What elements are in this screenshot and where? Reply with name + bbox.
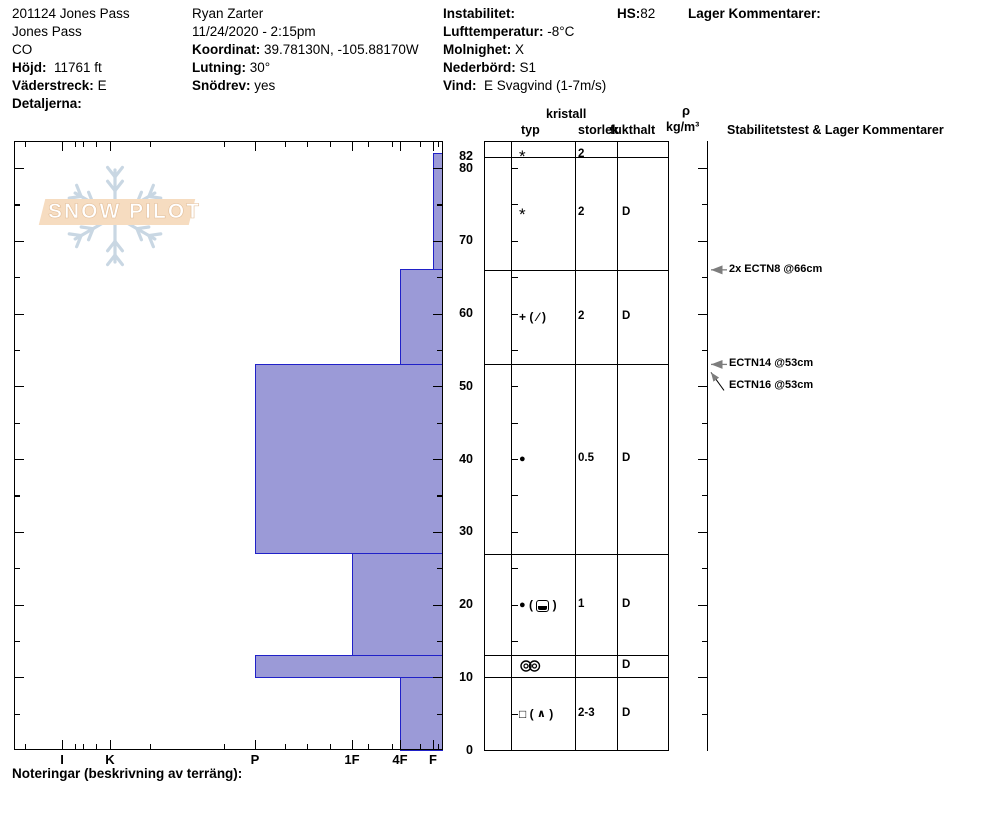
layer-grain-type-FC(DH): [519, 705, 553, 723]
hardness-minor-tick-top: [420, 142, 421, 147]
layer-grain-size: 1: [578, 597, 585, 610]
depth-axis-label-82: 82: [459, 149, 473, 164]
hardness-minor-tick-bottom: [330, 744, 331, 749]
depth-tick-right: [437, 277, 442, 278]
clustered-rounds-symbol: [519, 659, 542, 673]
table-row-line: [484, 141, 668, 142]
grain-symbol-glyph: *: [519, 147, 526, 167]
hardness-minor-tick-bottom: [96, 744, 97, 749]
hardness-tick-bottom-4F: [400, 740, 401, 749]
col-header-density-rho: ρ: [682, 103, 691, 118]
table-depth-dash: [512, 568, 518, 569]
depth-axis-label-10: 10: [459, 669, 473, 684]
layer-grain-type-PP: [519, 204, 526, 225]
header-field-value: 82: [640, 6, 656, 21]
table-vertical-line: [617, 141, 618, 751]
depth-tick-right: [437, 714, 442, 715]
table-depth-dash: [512, 605, 518, 606]
hardness-tick-top-I: [62, 142, 63, 151]
hardness-minor-tick-top: [330, 142, 331, 147]
depth-axis-label-20: 20: [459, 597, 473, 611]
table-vertical-line: [668, 141, 669, 751]
hardness-axis-label-I: I: [60, 752, 64, 767]
hardness-tick-bottom-I: [62, 740, 63, 749]
grain-symbol-punctuation: ): [538, 310, 547, 325]
density-depth-dash: [698, 386, 707, 387]
depth-tick-right: [437, 350, 442, 351]
table-depth-dash: [512, 277, 518, 278]
stability-test-annotation: 2x ECTN8 @66cm: [729, 262, 823, 275]
layer-grain-type-DF: [519, 308, 546, 326]
table-depth-dash: [512, 423, 518, 424]
header-field-value: S1: [515, 60, 537, 75]
layer-grain-type-MFcl: [519, 657, 542, 675]
depth-tick-left: [15, 204, 20, 205]
grain-symbol-punctuation: (: [526, 706, 537, 721]
header-field-label: Lufttemperatur:: [443, 24, 544, 39]
table-depth-dash: [512, 677, 518, 678]
hardness-minor-tick-bottom: [420, 744, 421, 749]
melt-freeze-crust-symbol: [536, 600, 549, 612]
table-depth-dash: [512, 495, 518, 496]
header-field-value: yes: [250, 78, 276, 93]
hardness-minor-tick-top: [368, 142, 369, 147]
grain-symbol-punctuation: ): [545, 706, 554, 721]
hardness-axis-label-P: P: [250, 752, 260, 767]
hardness-minor-tick-top: [96, 142, 97, 147]
table-depth-dash: [512, 314, 518, 315]
table-depth-dash: [512, 386, 518, 387]
header-field-value: Jones Pass: [12, 24, 82, 39]
hardness-axis-label-1F: 1F: [344, 752, 360, 767]
depth-tick-right: [437, 495, 442, 496]
header-field-label: Väderstreck:: [12, 78, 94, 93]
hardness-tick-top-4F: [400, 142, 401, 151]
stability-test-arrows: [707, 141, 994, 750]
hardness-minor-tick-top: [224, 142, 225, 147]
hardness-minor-tick-top: [285, 142, 286, 147]
density-depth-dash: [698, 459, 707, 460]
depth-tick-right: [437, 204, 442, 205]
hardness-minor-tick-top: [75, 142, 76, 147]
density-depth-dash: [698, 168, 707, 169]
table-row-line: [484, 554, 668, 555]
grain-symbol-glyph: +: [519, 310, 527, 325]
grain-symbol-glyph: ∕: [536, 310, 539, 325]
hardness-minor-tick-bottom: [25, 744, 26, 749]
header-field-value: 30°: [245, 60, 271, 75]
hardness-tick-bottom-F: [433, 740, 434, 749]
table-row-line: [484, 655, 668, 656]
layer-moisture: D: [622, 206, 631, 219]
depth-tick-left: [15, 605, 24, 606]
depth-tick-right: [433, 605, 442, 606]
layer-moisture: D: [622, 597, 631, 610]
hardness-minor-tick-bottom: [75, 744, 76, 749]
stability-test-annotation: ECTN16 @53cm: [729, 379, 814, 392]
header-field-label: Nederbörd:: [443, 60, 516, 75]
hardness-minor-tick-bottom: [392, 744, 393, 749]
table-depth-dash: [512, 532, 518, 533]
grain-symbol-glyph: *: [519, 205, 526, 225]
hardness-tick-bottom-P: [255, 740, 256, 749]
table-depth-dash: [512, 241, 518, 242]
notes-label: Noteringar (beskrivning av terräng):: [12, 766, 243, 781]
table-depth-dash: [512, 714, 518, 715]
header-field-label: HS:: [617, 6, 641, 21]
depth-tick-right: [437, 641, 442, 642]
hardness-tick-top-K: [110, 142, 111, 151]
hardness-tick-top-P: [255, 142, 256, 151]
layer-grain-size: 2: [578, 310, 585, 323]
depth-tick-right: [433, 677, 442, 678]
hardness-minor-tick-top: [392, 142, 393, 147]
layer-grain-size: 0.5: [578, 452, 594, 464]
grain-symbol-glyph: ∧: [536, 708, 546, 721]
hardness-minor-tick-top: [150, 142, 151, 147]
header-field-label: Höjd:: [12, 60, 47, 75]
depth-tick-left: [15, 677, 24, 678]
hardness-minor-tick-bottom: [368, 744, 369, 749]
hardness-minor-tick-bottom: [307, 744, 308, 749]
grain-symbol-glyph: ●: [519, 453, 526, 465]
hardness-minor-tick-top: [25, 142, 26, 147]
depth-tick-left: [15, 350, 20, 351]
table-row-line: [484, 364, 668, 365]
snowpilot-logo-text: SNOW PILOT: [48, 200, 201, 223]
hardness-tick-bottom-K: [110, 740, 111, 749]
depth-tick-right: [437, 568, 442, 569]
layer-moisture: D: [622, 706, 631, 719]
depth-tick-right: [433, 386, 442, 387]
table-row-line: [484, 270, 668, 271]
depth-tick-left: [15, 168, 24, 169]
depth-tick-right: [433, 241, 442, 242]
depth-tick-left: [15, 714, 20, 715]
grain-symbol-punctuation: (: [525, 597, 537, 612]
layer-grain-size: 2-3: [578, 706, 595, 719]
layer-moisture: D: [622, 659, 631, 672]
depth-tick-left: [15, 386, 24, 387]
depth-tick-right: [433, 532, 442, 533]
header-field-value: -8°C: [543, 24, 575, 39]
density-depth-dash: [698, 241, 707, 242]
header-field-value: E Svagvind (1-7m/s): [476, 78, 607, 93]
hardness-minor-tick-bottom: [224, 744, 225, 749]
hardness-tick-top-F: [433, 142, 434, 151]
depth-tick-right: [433, 314, 442, 315]
layer-moisture: D: [622, 452, 631, 464]
depth-tick-left: [15, 314, 24, 315]
table-row-line: [484, 157, 668, 158]
hardness-minor-tick-bottom: [438, 744, 439, 749]
depth-axis-label-70: 70: [459, 233, 473, 248]
header-field-value: 201124 Jones Pass: [12, 6, 130, 21]
hardness-tick-top-1F: [352, 142, 353, 151]
depth-tick-right: [433, 459, 442, 460]
depth-axis-label-80: 80: [459, 160, 473, 175]
table-vertical-line: [511, 141, 512, 751]
header-field-label: Koordinat:: [192, 42, 261, 57]
grain-symbol-punctuation: ): [549, 597, 557, 612]
header-field-label: Molnighet:: [443, 42, 512, 57]
grain-symbol-punctuation: (: [526, 310, 537, 325]
hardness-minor-tick-bottom: [285, 744, 286, 749]
col-header-storlek: storlek: [578, 123, 619, 137]
col-header-fukthalt: fukthalt: [610, 123, 656, 137]
table-depth-dash: [512, 168, 518, 169]
hardness-minor-tick-top: [83, 142, 84, 147]
hardness-minor-tick-bottom: [83, 744, 84, 749]
layer-grain-type-RG: [519, 450, 526, 468]
header-field-label: Lutning:: [192, 60, 246, 75]
depth-tick-left: [15, 241, 24, 242]
header-field-label: Instabilitet:: [443, 6, 516, 21]
table-depth-dash: [512, 204, 518, 205]
grain-symbol-glyph: □: [519, 706, 527, 721]
table-row-line: [484, 750, 668, 751]
table-vertical-line: [484, 141, 485, 751]
table-depth-dash: [512, 641, 518, 642]
depth-tick-left: [15, 459, 24, 460]
header-field-value: Ryan Zarter: [192, 6, 264, 21]
col-header-kristall: kristall: [546, 107, 587, 121]
header-field-value: 11761 ft: [46, 60, 102, 75]
col-header-density-unit: kg/m³: [666, 120, 700, 134]
header-field-value: 39.78130N, -105.88170W: [260, 42, 419, 57]
grain-symbol-glyph: ●: [519, 598, 526, 611]
hardness-minor-tick-top: [438, 142, 439, 147]
density-depth-dash: [698, 532, 707, 533]
layer-grain-size: 2: [578, 206, 585, 219]
header-field-value: X: [511, 42, 524, 57]
depth-tick-left: [15, 568, 20, 569]
header-field-label: Lager Kommentarer:: [688, 6, 821, 21]
depth-tick-right: [433, 168, 442, 169]
depth-tick-right: [437, 423, 442, 424]
depth-axis-label-60: 60: [459, 306, 473, 320]
layer-grain-type-PP: [519, 146, 526, 167]
header-field-label: Snödrev:: [192, 78, 251, 93]
layer-moisture: D: [622, 310, 631, 323]
header-field-value: E: [93, 78, 107, 93]
depth-tick-left: [15, 277, 20, 278]
depth-tick-left: [15, 641, 20, 642]
depth-tick-left: [15, 495, 20, 496]
table-vertical-line: [575, 141, 576, 751]
header-field-value: CO: [12, 42, 33, 57]
table-depth-dash: [512, 350, 518, 351]
depth-tick-left: [15, 423, 20, 424]
depth-axis-label-50: 50: [459, 378, 473, 393]
depth-axis-label-30: 30: [459, 524, 473, 539]
layer-grain-size: 2: [578, 148, 585, 161]
depth-tick-left: [15, 532, 24, 533]
density-depth-dash: [698, 314, 707, 315]
header-field-value: 11/24/2020 - 2:15pm: [192, 24, 316, 39]
hardness-axis-label-K: K: [105, 752, 115, 767]
header-field-label: Detaljerna:: [12, 96, 82, 111]
density-depth-dash: [698, 677, 707, 678]
hardness-minor-tick-top: [307, 142, 308, 147]
stability-test-annotation: ECTN14 @53cm: [729, 357, 814, 370]
density-depth-dash: [698, 605, 707, 606]
hardness-axis-label-F: F: [429, 752, 437, 767]
hardness-axis-label-4F: 4F: [392, 752, 408, 767]
col-header-stability-tests: Stabilitetstest & Lager Kommentarer: [727, 123, 944, 137]
table-depth-dash: [512, 459, 518, 460]
hardness-tick-bottom-1F: [352, 740, 353, 749]
col-header-typ: typ: [521, 123, 540, 137]
layer-grain-type-RG(MFcr): [519, 596, 557, 614]
header-field-label: Vind:: [443, 78, 477, 93]
depth-axis-label-40: 40: [459, 451, 473, 466]
hardness-minor-tick-bottom: [150, 744, 151, 749]
depth-axis-label-0: 0: [466, 742, 473, 757]
